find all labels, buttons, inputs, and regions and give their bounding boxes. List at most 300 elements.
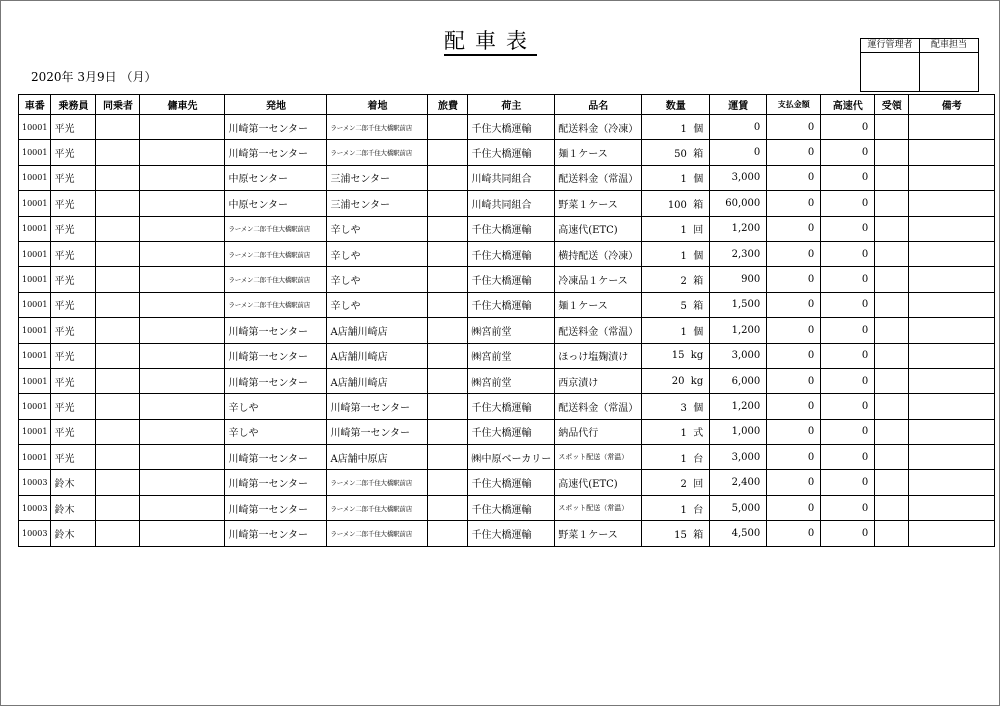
cell-toll: 0 — [821, 292, 875, 317]
table-row — [19, 318, 995, 343]
cell-toll: 0 — [821, 445, 875, 470]
cell-remarks — [909, 394, 995, 419]
cell-received — [875, 470, 909, 495]
col-header-passenger: 同乗者 — [96, 95, 140, 115]
cell-destination: 川崎第一センター — [327, 419, 428, 444]
cell-received — [875, 419, 909, 444]
cell-quantity — [642, 267, 710, 292]
cell-fare: 1,000 — [710, 419, 767, 444]
table-row — [19, 216, 995, 241]
table-row — [19, 495, 995, 520]
cell-toll: 0 — [821, 115, 875, 140]
cell-vehicle: 10001 — [19, 216, 51, 241]
cell-origin: ラーメン二郎千住大橋駅前店 — [225, 216, 327, 241]
cell-remarks — [909, 368, 995, 393]
cell-remarks — [909, 115, 995, 140]
cell-origin: 中原センター — [225, 165, 327, 190]
cell-travel-expense — [428, 368, 468, 393]
cell-origin: 辛しや — [225, 394, 327, 419]
cell-payment: 0 — [767, 495, 821, 520]
quantity-value: 20 — [671, 375, 685, 387]
col-header-quantity: 数量 — [642, 95, 710, 115]
cell-driver: 鈴木 — [51, 470, 96, 495]
cell-toll: 0 — [821, 216, 875, 241]
quantity-value: 100 — [667, 199, 687, 211]
cell-fare: 3,000 — [710, 445, 767, 470]
cell-toll: 0 — [821, 368, 875, 393]
stamp-label-dispatcher: 配車担当 — [920, 39, 979, 53]
quantity-unit: 式 — [693, 428, 704, 440]
quantity-unit: 箱 — [693, 276, 704, 288]
cell-shipper: 千住大橋運輸 — [468, 216, 555, 241]
cell-subcontractor — [140, 521, 225, 546]
cell-destination: A店舗中原店 — [327, 445, 428, 470]
cell-remarks — [909, 521, 995, 546]
cell-item: ほっけ塩麹漬け — [555, 343, 642, 368]
cell-origin: 辛しや — [225, 419, 327, 444]
stamp-label-operations-manager: 運行管理者 — [861, 39, 920, 53]
cell-quantity — [642, 368, 710, 393]
cell-quantity — [642, 292, 710, 317]
cell-travel-expense — [428, 191, 468, 216]
cell-received — [875, 495, 909, 520]
quantity-unit: 個 — [693, 326, 704, 338]
cell-toll: 0 — [821, 191, 875, 216]
cell-received — [875, 318, 909, 343]
cell-payment: 0 — [767, 521, 821, 546]
cell-shipper: ㈱宮前堂 — [468, 343, 555, 368]
cell-subcontractor — [140, 445, 225, 470]
cell-passenger — [96, 521, 140, 546]
table-header-row — [19, 95, 995, 115]
cell-destination: ラーメン二郎千住大橋駅前店 — [327, 470, 428, 495]
cell-vehicle: 10001 — [19, 115, 51, 140]
cell-fare: 1,500 — [710, 292, 767, 317]
quantity-unit: 個 — [693, 174, 704, 186]
cell-quantity — [642, 394, 710, 419]
quantity-unit: 箱 — [693, 301, 704, 313]
table-row — [19, 165, 995, 190]
cell-origin: 中原センター — [225, 191, 327, 216]
cell-payment: 0 — [767, 140, 821, 165]
cell-payment: 0 — [767, 241, 821, 266]
quantity-unit: 箱 — [693, 149, 704, 161]
cell-driver: 平光 — [51, 191, 96, 216]
cell-item: 高速代(ETC) — [555, 470, 642, 495]
cell-destination: ラーメン二郎千住大橋駅前店 — [327, 495, 428, 520]
cell-passenger — [96, 191, 140, 216]
table-row — [19, 115, 995, 140]
cell-shipper: 千住大橋運輸 — [468, 470, 555, 495]
cell-travel-expense — [428, 445, 468, 470]
cell-shipper: 千住大橋運輸 — [468, 292, 555, 317]
cell-received — [875, 292, 909, 317]
cell-vehicle: 10001 — [19, 241, 51, 266]
cell-travel-expense — [428, 267, 468, 292]
cell-toll: 0 — [821, 267, 875, 292]
cell-item: 冷凍品１ケース — [555, 267, 642, 292]
cell-item: 西京漬け — [555, 368, 642, 393]
cell-travel-expense — [428, 470, 468, 495]
table-row — [19, 343, 995, 368]
cell-shipper: ㈱宮前堂 — [468, 318, 555, 343]
cell-driver: 平光 — [51, 216, 96, 241]
quantity-value: 1 — [680, 453, 687, 465]
cell-payment: 0 — [767, 292, 821, 317]
table-row — [19, 445, 995, 470]
cell-subcontractor — [140, 241, 225, 266]
cell-payment: 0 — [767, 445, 821, 470]
col-header-received: 受領 — [875, 95, 909, 115]
quantity-unit: 台 — [693, 453, 704, 465]
cell-remarks — [909, 140, 995, 165]
quantity-value: 1 — [680, 123, 687, 135]
cell-fare: 60,000 — [710, 191, 767, 216]
cell-payment: 0 — [767, 267, 821, 292]
cell-received — [875, 445, 909, 470]
cell-vehicle: 10001 — [19, 292, 51, 317]
cell-fare: 6,000 — [710, 368, 767, 393]
quantity-unit: 台 — [693, 504, 704, 516]
cell-toll: 0 — [821, 394, 875, 419]
cell-destination: 辛しや — [327, 292, 428, 317]
cell-item: 麺１ケース — [555, 292, 642, 317]
cell-item: スポット配送（常温） — [555, 495, 642, 520]
cell-vehicle: 10003 — [19, 521, 51, 546]
cell-origin: 川崎第一センター — [225, 495, 327, 520]
cell-travel-expense — [428, 140, 468, 165]
cell-quantity — [642, 495, 710, 520]
table-row — [19, 241, 995, 266]
cell-subcontractor — [140, 368, 225, 393]
cell-destination: 辛しや — [327, 216, 428, 241]
cell-destination: 三浦センター — [327, 165, 428, 190]
cell-travel-expense — [428, 292, 468, 317]
cell-subcontractor — [140, 394, 225, 419]
cell-toll: 0 — [821, 318, 875, 343]
cell-shipper: 千住大橋運輸 — [468, 394, 555, 419]
cell-item: 高速代(ETC) — [555, 216, 642, 241]
cell-travel-expense — [428, 318, 468, 343]
cell-payment: 0 — [767, 368, 821, 393]
cell-passenger — [96, 495, 140, 520]
cell-shipper: 千住大橋運輸 — [468, 495, 555, 520]
cell-subcontractor — [140, 165, 225, 190]
cell-driver: 平光 — [51, 115, 96, 140]
cell-subcontractor — [140, 343, 225, 368]
cell-travel-expense — [428, 394, 468, 419]
cell-driver: 鈴木 — [51, 495, 96, 520]
cell-destination: A店舗川崎店 — [327, 318, 428, 343]
table-row — [19, 267, 995, 292]
cell-quantity — [642, 470, 710, 495]
cell-vehicle: 10001 — [19, 140, 51, 165]
cell-shipper: 千住大橋運輸 — [468, 140, 555, 165]
cell-received — [875, 115, 909, 140]
cell-fare: 1,200 — [710, 318, 767, 343]
quantity-value: 1 — [680, 504, 687, 516]
cell-quantity — [642, 318, 710, 343]
cell-remarks — [909, 216, 995, 241]
table-row — [19, 292, 995, 317]
cell-received — [875, 241, 909, 266]
cell-origin: 川崎第一センター — [225, 445, 327, 470]
col-header-origin: 発地 — [225, 95, 327, 115]
table-row — [19, 140, 995, 165]
cell-payment: 0 — [767, 470, 821, 495]
cell-payment: 0 — [767, 191, 821, 216]
quantity-value: 1 — [680, 250, 687, 262]
col-header-vehicle: 車番 — [19, 95, 51, 115]
cell-toll: 0 — [821, 419, 875, 444]
cell-payment: 0 — [767, 394, 821, 419]
quantity-unit: kg — [690, 350, 704, 362]
cell-passenger — [96, 419, 140, 444]
quantity-value: 1 — [680, 326, 687, 338]
col-header-payment: 支払金額 — [767, 95, 821, 115]
quantity-value: 50 — [674, 149, 687, 161]
cell-payment: 0 — [767, 115, 821, 140]
cell-quantity — [642, 115, 710, 140]
cell-driver: 平光 — [51, 394, 96, 419]
cell-remarks — [909, 318, 995, 343]
col-header-driver: 乗務員 — [51, 95, 96, 115]
cell-origin: 川崎第一センター — [225, 343, 327, 368]
cell-fare: 3,000 — [710, 343, 767, 368]
cell-passenger — [96, 318, 140, 343]
col-header-subcontractor: 傭車先 — [140, 95, 225, 115]
cell-subcontractor — [140, 495, 225, 520]
cell-fare: 0 — [710, 115, 767, 140]
stamp-cell-dispatcher — [920, 53, 979, 92]
cell-received — [875, 191, 909, 216]
cell-shipper: 千住大橋運輸 — [468, 419, 555, 444]
quantity-value: 1 — [680, 225, 687, 237]
cell-received — [875, 140, 909, 165]
cell-item: スポット配送（常温） — [555, 445, 642, 470]
cell-passenger — [96, 445, 140, 470]
cell-origin: 川崎第一センター — [225, 521, 327, 546]
cell-toll: 0 — [821, 343, 875, 368]
cell-travel-expense — [428, 115, 468, 140]
cell-vehicle: 10001 — [19, 445, 51, 470]
cell-fare: 2,300 — [710, 241, 767, 266]
cell-passenger — [96, 267, 140, 292]
cell-driver: 平光 — [51, 368, 96, 393]
quantity-value: 15 — [671, 350, 685, 362]
cell-driver: 平光 — [51, 267, 96, 292]
table-row — [19, 368, 995, 393]
cell-destination: 辛しや — [327, 267, 428, 292]
cell-fare: 0 — [710, 140, 767, 165]
cell-item: 野菜１ケース — [555, 191, 642, 216]
cell-subcontractor — [140, 318, 225, 343]
quantity-value: 2 — [680, 479, 687, 491]
cell-item: 配送料金（常温） — [555, 394, 642, 419]
cell-toll: 0 — [821, 470, 875, 495]
quantity-unit: 個 — [693, 250, 704, 262]
cell-payment: 0 — [767, 419, 821, 444]
cell-vehicle: 10001 — [19, 318, 51, 343]
cell-quantity — [642, 191, 710, 216]
cell-fare: 4,500 — [710, 521, 767, 546]
cell-subcontractor — [140, 419, 225, 444]
page-title: 配車表 — [444, 29, 537, 56]
cell-fare: 5,000 — [710, 495, 767, 520]
cell-toll: 0 — [821, 165, 875, 190]
cell-quantity — [642, 521, 710, 546]
cell-origin: ラーメン二郎千住大橋駅前店 — [225, 267, 327, 292]
cell-shipper: 千住大橋運輸 — [468, 267, 555, 292]
cell-subcontractor — [140, 267, 225, 292]
cell-driver: 平光 — [51, 140, 96, 165]
cell-passenger — [96, 241, 140, 266]
cell-payment: 0 — [767, 343, 821, 368]
cell-shipper: 千住大橋運輸 — [468, 115, 555, 140]
cell-driver: 平光 — [51, 292, 96, 317]
cell-toll: 0 — [821, 495, 875, 520]
cell-passenger — [96, 394, 140, 419]
cell-item: 配送料金（冷凍） — [555, 115, 642, 140]
cell-travel-expense — [428, 495, 468, 520]
table-row — [19, 419, 995, 444]
cell-remarks — [909, 165, 995, 190]
cell-remarks — [909, 470, 995, 495]
cell-travel-expense — [428, 216, 468, 241]
cell-received — [875, 394, 909, 419]
cell-item: 配送料金（常温） — [555, 165, 642, 190]
cell-vehicle: 10001 — [19, 419, 51, 444]
quantity-unit: 箱 — [693, 199, 704, 211]
cell-subcontractor — [140, 140, 225, 165]
cell-remarks — [909, 267, 995, 292]
cell-shipper: 川崎共同組合 — [468, 191, 555, 216]
cell-origin: 川崎第一センター — [225, 318, 327, 343]
cell-received — [875, 165, 909, 190]
dispatch-table — [18, 94, 995, 547]
cell-vehicle: 10003 — [19, 495, 51, 520]
cell-received — [875, 343, 909, 368]
cell-passenger — [96, 343, 140, 368]
cell-driver: 鈴木 — [51, 521, 96, 546]
cell-passenger — [96, 470, 140, 495]
quantity-unit: 回 — [693, 479, 704, 491]
cell-quantity — [642, 445, 710, 470]
cell-toll: 0 — [821, 521, 875, 546]
col-header-travel-expense: 旅費 — [428, 95, 468, 115]
document-date: 2020年 3月9日 （月） — [31, 70, 157, 84]
quantity-unit: kg — [690, 375, 704, 387]
cell-travel-expense — [428, 241, 468, 266]
cell-origin: 川崎第一センター — [225, 470, 327, 495]
cell-remarks — [909, 419, 995, 444]
cell-vehicle: 10001 — [19, 343, 51, 368]
cell-destination: 三浦センター — [327, 191, 428, 216]
cell-fare: 900 — [710, 267, 767, 292]
cell-payment: 0 — [767, 216, 821, 241]
col-header-destination: 着地 — [327, 95, 428, 115]
cell-passenger — [96, 368, 140, 393]
stamp-cell-operations-manager — [861, 53, 920, 92]
cell-vehicle: 10001 — [19, 368, 51, 393]
cell-item: 配送料金（常温） — [555, 318, 642, 343]
cell-driver: 平光 — [51, 241, 96, 266]
quantity-value: 2 — [680, 276, 687, 288]
cell-destination: 辛しや — [327, 241, 428, 266]
quantity-unit: 箱 — [693, 529, 704, 541]
quantity-unit: 個 — [693, 123, 704, 135]
cell-quantity — [642, 216, 710, 241]
cell-fare: 1,200 — [710, 216, 767, 241]
cell-travel-expense — [428, 521, 468, 546]
cell-origin: 川崎第一センター — [225, 368, 327, 393]
quantity-value: 15 — [674, 529, 687, 541]
cell-quantity — [642, 241, 710, 266]
col-header-shipper: 荷主 — [468, 95, 555, 115]
cell-toll: 0 — [821, 241, 875, 266]
quantity-value: 3 — [680, 402, 687, 414]
cell-fare: 1,200 — [710, 394, 767, 419]
cell-passenger — [96, 216, 140, 241]
cell-vehicle: 10001 — [19, 191, 51, 216]
cell-travel-expense — [428, 343, 468, 368]
cell-quantity — [642, 343, 710, 368]
cell-item: 納品代行 — [555, 419, 642, 444]
cell-payment: 0 — [767, 165, 821, 190]
cell-driver: 平光 — [51, 419, 96, 444]
cell-passenger — [96, 140, 140, 165]
cell-passenger — [96, 165, 140, 190]
table-row — [19, 470, 995, 495]
cell-passenger — [96, 292, 140, 317]
cell-item: 横持配送（冷凍） — [555, 241, 642, 266]
cell-destination: 川崎第一センター — [327, 394, 428, 419]
cell-shipper: 千住大橋運輸 — [468, 521, 555, 546]
cell-quantity — [642, 140, 710, 165]
cell-quantity — [642, 419, 710, 444]
cell-received — [875, 216, 909, 241]
cell-destination: A店舗川崎店 — [327, 343, 428, 368]
cell-travel-expense — [428, 419, 468, 444]
col-header-toll: 高速代 — [821, 95, 875, 115]
cell-received — [875, 267, 909, 292]
cell-vehicle: 10001 — [19, 267, 51, 292]
cell-destination: ラーメン二郎千住大橋駅前店 — [327, 115, 428, 140]
cell-fare: 3,000 — [710, 165, 767, 190]
approval-stamp-box — [860, 38, 979, 92]
cell-remarks — [909, 445, 995, 470]
cell-vehicle: 10003 — [19, 470, 51, 495]
quantity-value: 1 — [680, 174, 687, 186]
cell-destination: A店舗川崎店 — [327, 368, 428, 393]
quantity-value: 5 — [680, 301, 687, 313]
cell-driver: 平光 — [51, 445, 96, 470]
cell-origin: ラーメン二郎千住大橋駅前店 — [225, 292, 327, 317]
cell-driver: 平光 — [51, 318, 96, 343]
cell-vehicle: 10001 — [19, 165, 51, 190]
cell-remarks — [909, 191, 995, 216]
quantity-value: 1 — [680, 428, 687, 440]
cell-payment: 0 — [767, 318, 821, 343]
quantity-unit: 個 — [693, 402, 704, 414]
table-row — [19, 521, 995, 546]
cell-toll: 0 — [821, 140, 875, 165]
cell-remarks — [909, 343, 995, 368]
cell-destination: ラーメン二郎千住大橋駅前店 — [327, 140, 428, 165]
cell-origin: 川崎第一センター — [225, 115, 327, 140]
table-row — [19, 394, 995, 419]
col-header-remarks: 備考 — [909, 95, 995, 115]
